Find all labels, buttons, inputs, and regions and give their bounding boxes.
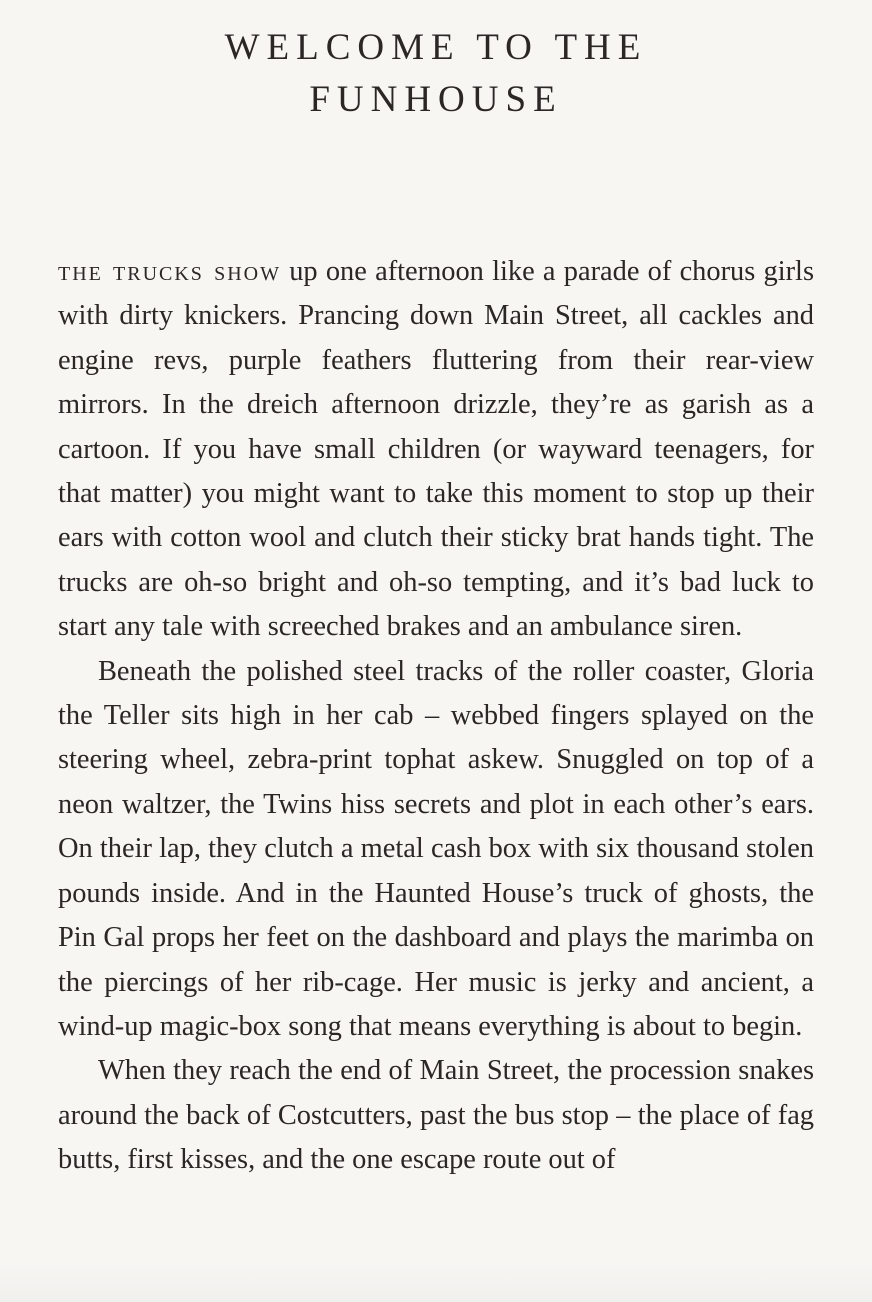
chapter-title-line-2: FUNHOUSE (309, 79, 563, 120)
paragraph-3: When they reach the end of Main Street, the procession snakes around the back of Costcutters, past the bus stop – the place of fag butts, first kisses, and the one escape route out of (58, 1055, 814, 1176)
page-bottom-fade (0, 1262, 872, 1302)
chapter-title-line-1: WELCOME TO THE (224, 27, 648, 68)
opening-small-caps: the trucks show (58, 256, 281, 287)
chapter-title (0, 22, 872, 126)
paragraph-1 (58, 250, 814, 650)
paragraph-2: Beneath the polished steel tracks of the roller coaster, Gloria the Teller sits high in her cab – webbed fingers splayed on the steering wheel, zebra-print tophat askew. Snuggled on top of a neon waltzer, the Twins hiss secrets and plot in each other’s ears. On their lap, they clutch a metal cash box with six thousand stolen pounds inside. And in the Haunted House’s truck of ghosts, the Pin Gal props her feet on the dashboard and plays the marimba on the piercings of her rib-cage. Her music is jerky and ancient, a wind-up magic-box song that means everything is about to begin. (58, 655, 814, 1042)
chapter-body (58, 250, 814, 1183)
paragraph-1-text: up one afternoon like a parade of chorus girls with dirty knickers. Prancing down Main Street, all cackles and engine revs, purple feathers fluttering from their rear-view mirrors. In the dreich afternoon drizzle, they’re as garish as a cartoon. If you have small children (or wayward teenagers, for that matter) you might want to take this moment to stop up their ears with cotton wool and clutch their sticky brat hands tight. The trucks are oh-so bright and oh-so tempting, and it’s bad luck to start any tale with screeched brakes and an ambulance siren. (58, 256, 814, 643)
